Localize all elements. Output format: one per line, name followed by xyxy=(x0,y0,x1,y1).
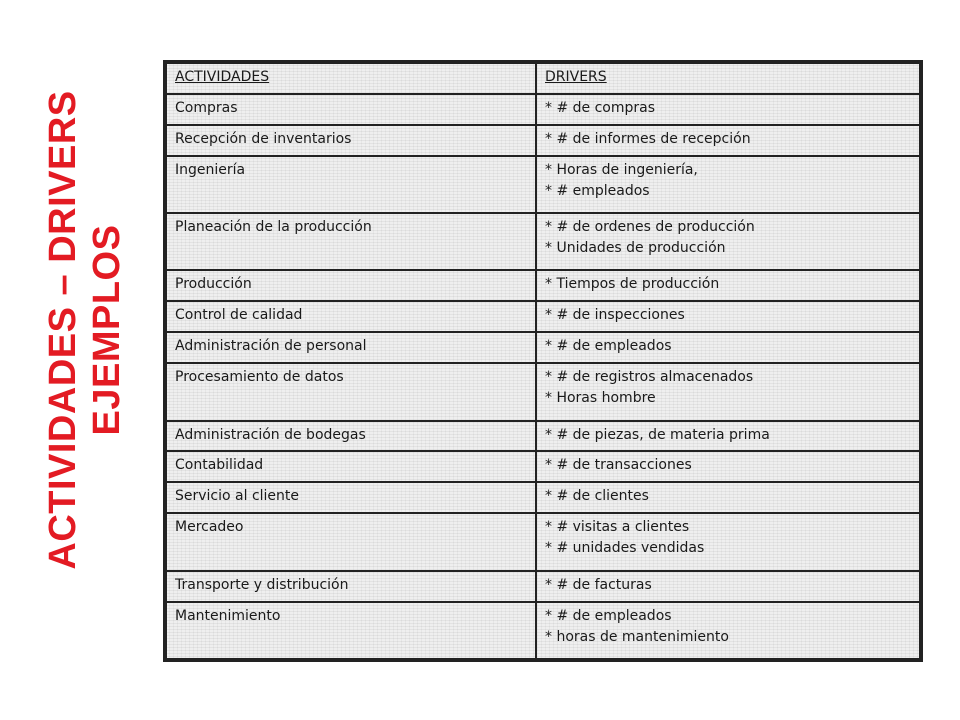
header-drivers: DRIVERS xyxy=(536,63,920,94)
driver-line: * # unidades vendidas xyxy=(545,540,705,557)
activity-cell: Servicio al cliente xyxy=(166,482,536,513)
header-actividades: ACTIVIDADES xyxy=(166,63,536,94)
driver-cell xyxy=(536,602,920,659)
table-row xyxy=(166,213,920,270)
driver-line: * Horas hombre xyxy=(545,390,656,407)
driver-cell xyxy=(536,213,920,270)
activity-cell: Producción xyxy=(166,270,536,301)
activity-cell: Control de calidad xyxy=(166,301,536,332)
driver-line: * # de informes de recepción xyxy=(545,130,751,147)
activity-cell: Ingeniería xyxy=(166,156,536,213)
table-row xyxy=(166,571,920,602)
table-row xyxy=(166,602,920,659)
driver-cell xyxy=(536,513,920,570)
driver-line: * Unidades de producción xyxy=(545,240,726,257)
table-row xyxy=(166,270,920,301)
driver-cell xyxy=(536,571,920,602)
driver-line: * # de empleados xyxy=(545,338,672,355)
driver-cell xyxy=(536,125,920,156)
driver-line: * # de facturas xyxy=(545,576,652,593)
table-row xyxy=(166,513,920,570)
table-row xyxy=(166,156,920,213)
activity-cell: Administración de bodegas xyxy=(166,421,536,452)
driver-line: * # de inspecciones xyxy=(545,307,685,324)
driver-line: * # empleados xyxy=(545,182,650,199)
driver-line: * horas de mantenimiento xyxy=(545,628,729,645)
driver-line: * # de piezas, de materia prima xyxy=(545,426,770,443)
table-row xyxy=(166,94,920,125)
driver-cell xyxy=(536,451,920,482)
table-row xyxy=(166,421,920,452)
driver-cell xyxy=(536,332,920,363)
table-row xyxy=(166,125,920,156)
driver-cell xyxy=(536,94,920,125)
table-row xyxy=(166,482,920,513)
table-row xyxy=(166,451,920,482)
driver-cell xyxy=(536,301,920,332)
table-row xyxy=(166,332,920,363)
table-header-row xyxy=(166,63,920,94)
activities-drivers-table xyxy=(165,62,921,660)
activity-cell: Compras xyxy=(166,94,536,125)
driver-line: * # visitas a clientes xyxy=(545,519,690,536)
activity-cell: Planeación de la producción xyxy=(166,213,536,270)
activity-cell: Recepción de inventarios xyxy=(166,125,536,156)
activity-cell: Contabilidad xyxy=(166,451,536,482)
driver-line: * Tiempos de producción xyxy=(545,276,720,293)
activity-cell: Mantenimiento xyxy=(166,602,536,659)
table-row xyxy=(166,301,920,332)
driver-cell xyxy=(536,421,920,452)
slide-title-rotated xyxy=(41,80,129,580)
driver-line: * # de compras xyxy=(545,99,655,116)
driver-cell xyxy=(536,482,920,513)
slide-title-line-1: ACTIVIDADES – DRIVERS xyxy=(42,90,84,570)
driver-line: * Horas de ingeniería, xyxy=(545,161,698,178)
activity-cell: Transporte y distribución xyxy=(166,571,536,602)
scanned-table-image xyxy=(163,60,923,662)
driver-line: * # de empleados xyxy=(545,607,672,624)
slide-title xyxy=(40,80,130,580)
driver-line: * # de transacciones xyxy=(545,457,692,474)
slide-title-line-2: EJEMPLOS xyxy=(86,224,128,436)
activity-cell: Mercadeo xyxy=(166,513,536,570)
driver-cell xyxy=(536,270,920,301)
driver-line: * # de ordenes de producción xyxy=(545,219,755,236)
driver-cell xyxy=(536,156,920,213)
driver-line: * # de registros almacenados xyxy=(545,369,754,386)
driver-cell xyxy=(536,363,920,420)
activity-cell: Administración de personal xyxy=(166,332,536,363)
activity-cell: Procesamiento de datos xyxy=(166,363,536,420)
driver-line: * # de clientes xyxy=(545,488,649,505)
table-row xyxy=(166,363,920,420)
